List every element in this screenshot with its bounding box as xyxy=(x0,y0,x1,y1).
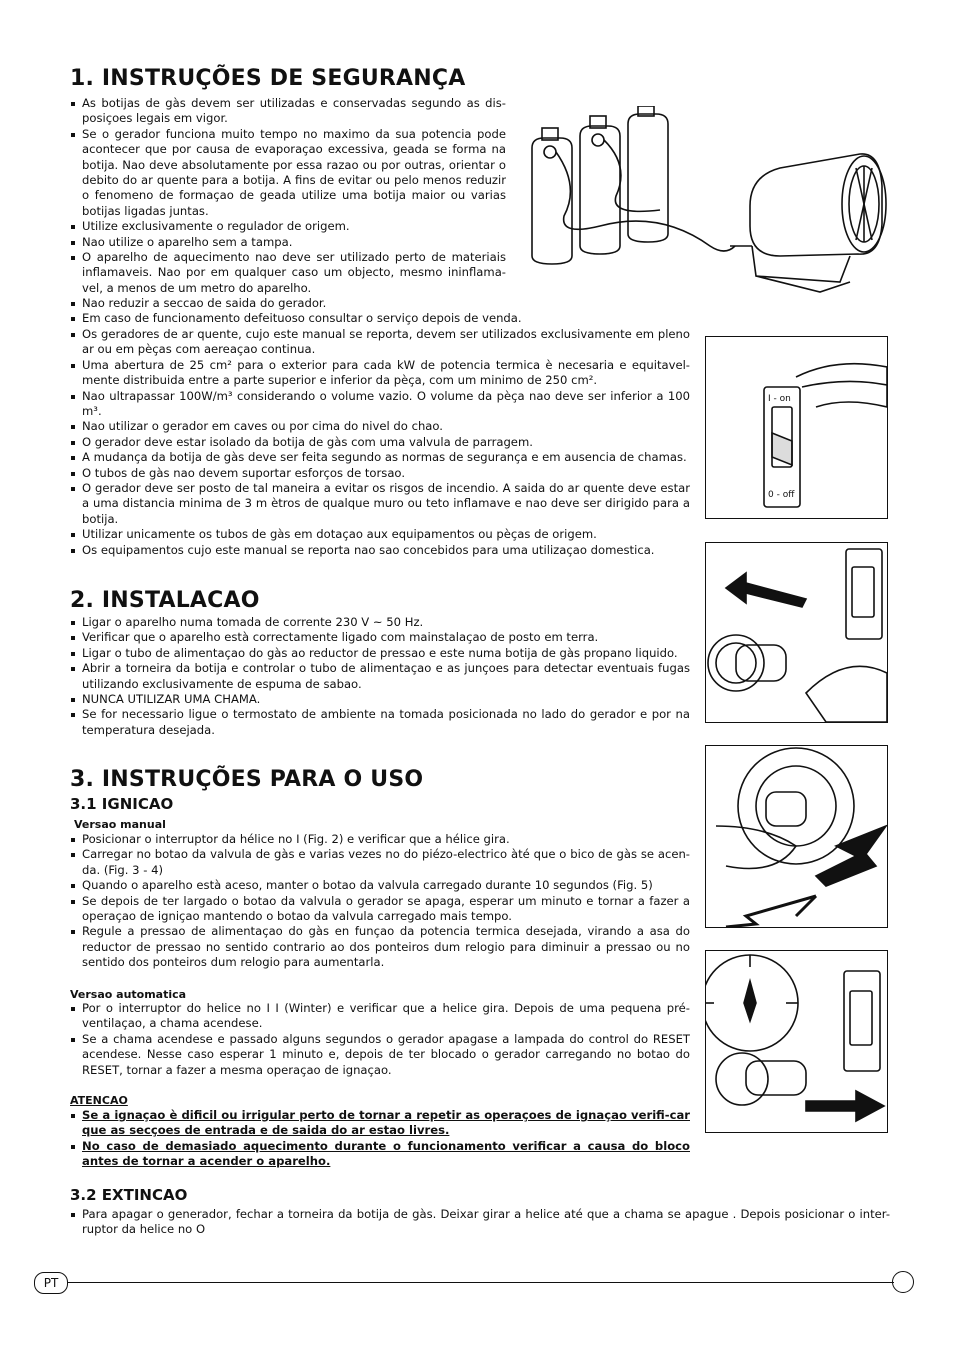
safety-list-wide xyxy=(70,327,690,558)
list-item: Utilizar unicamente os tubos de gàs em dotaçao aux equipamentos ou pèças de origem. xyxy=(70,527,690,542)
switch-off-label: 0 - off xyxy=(768,490,795,500)
list-item: Os equipamentos cujo este manual se reporta nao sao concebidos para uma utilizaçao domestica. xyxy=(70,543,690,558)
extincao-list xyxy=(70,1207,890,1238)
figure-piezo-button xyxy=(705,745,888,928)
list-item: As botijas de gàs devem ser utilizadas e conservadas segundo as dis-posiçoes legais em vigor. xyxy=(70,96,506,127)
list-item: Regule a pressao de alimentaçao do gàs en funçao da potencia termica desejada, virando a asa do reductor de pressao no sentido contrario ao dos ponteiros dum relogio para diminuir a pressao ou no sentido dos ponteiros dum relogio para aumentarla. xyxy=(70,924,690,970)
list-item: A mudança da botija de gàs deve ser feita segundo as normas de segurança e em ausencia de chamas. xyxy=(70,450,690,465)
list-item: Uma abertura de 25 cm² para o exterior para cada kW de potencia termica è necesaria e equitavel-mente distribuida entre a parte superior e inferior da pèça, com um minimo de 250 cm². xyxy=(70,358,690,389)
list-item: NUNCA UTILIZAR UMA CHAMA. xyxy=(70,692,690,707)
list-item: Se a ignaçao è dificil ou irrigular perto de tornar a repetir as operaçoes de ignaçao verifi-car que as secçoes de entrada e de saida do ar estao livres. xyxy=(70,1108,690,1139)
figure-valve-button-switch xyxy=(705,542,888,723)
figure-switch-hand xyxy=(705,336,888,519)
list-item: Se o gerador funciona muito tempo no maximo da sua potencia pode acontecer que por causa de evaporaçao excessiva, geada se forma na botija. Nao deve absolutamente por essa razao ou por outras, orientar o debito do ar quente para a botija. A fins de evitar ou pelo menos reduzir o fenomeno de formaçao de geada utilize uma botija maior ou varias botijas ligadas juntas. xyxy=(70,127,506,219)
list-item: Se for necessario ligue o termostato de ambiente na tomada posicionada no lado do gerador e por na temperatura desejada. xyxy=(70,707,690,738)
atencao-label: ATENCAO xyxy=(70,1094,128,1107)
page-number-circle xyxy=(892,1271,914,1293)
list-item: Carregar no botao da valvula de gàs e varias vezes no do piézo-electrico àté que o bico de gàs se acen-da. (Fig. 3 - 4) xyxy=(70,847,690,878)
list-item: Quando o aparelho està aceso, manter o botao da valvula carregado durante 10 segundos (Fig. 5) xyxy=(70,878,690,893)
list-item: Em caso de funcionamento defeituoso consultar o serviço depois de venda. xyxy=(70,311,690,326)
section-2-title: 2. INSTALACAO xyxy=(70,588,260,613)
heater-bottles-illustration xyxy=(520,106,900,296)
manual-ignition-list xyxy=(70,832,690,971)
automatic-version-label: Versao automatica xyxy=(70,988,187,1001)
section-3-title: 3. INSTRUÇÕES PARA O USO xyxy=(70,767,424,792)
list-item: Nao utilize o aparelho sem a tampa. xyxy=(70,235,506,250)
safety-list-mid xyxy=(70,296,690,327)
list-item: Nao utilizar o gerador em caves ou por cima do nivel do chao. xyxy=(70,419,690,434)
safety-list-narrow xyxy=(70,96,506,296)
language-badge: PT xyxy=(34,1272,68,1294)
list-item: Posicionar o interruptor da hélice no I (Fig. 2) e verificar que a hélice gira. xyxy=(70,832,690,847)
list-item: O aparelho de aquecimento nao deve ser utilizado perto de materiais inflamaveis. Nao por em qualquer caso um objecto, mesmo ininflama-vel, a menos de um metro do aparelho. xyxy=(70,250,506,296)
figure-reset-knob xyxy=(705,950,888,1133)
list-item: O tubos de gàs nao devem suportar esforços de torsao. xyxy=(70,466,690,481)
automatic-ignition-list xyxy=(70,1001,690,1078)
list-item: No caso de demasiado aquecimento durante o funcionamento verificar a causa do bloco antes de tornar a acender o aparelho. xyxy=(70,1139,690,1170)
manual-version-label: Versao manual xyxy=(74,818,166,831)
list-item: Nao ultrapassar 100W/m³ considerando o volume vazio. O volume da pèça nao deve ser inferior a 100 m³. xyxy=(70,389,690,420)
switch-on-label: I - on xyxy=(768,394,791,404)
list-item: Ligar o aparelho numa tomada de corrente 230 V ~ 50 Hz. xyxy=(70,615,690,630)
list-item: O gerador deve estar isolado da botija de gàs com uma valvula de parragem. xyxy=(70,435,690,450)
footer-rule xyxy=(68,1282,894,1283)
list-item: Para apagar o generador, fechar a torneira da botija de gàs. Deixar girar a helice até que a chama se apague . Depois posicionar o inter-ruptor da helice no O xyxy=(70,1207,890,1238)
list-item: Ligar o tubo de alimentaçao do gàs ao reductor de pressao e este numa botija de gàs propano liquido. xyxy=(70,646,690,661)
list-item: Por o interruptor do helice no I I (Winter) e verificar que a helice gira. Depois de uma pequena pré-ventilaçao, a chama acendese. xyxy=(70,1001,690,1032)
list-item: O gerador deve ser posto de tal maneira a evitar os risgos de incendio. A saida do ar quente deve estar a uma distancia minima de 3 m ètros de qualque muro ou teto inflamave e nao deve ser dirigido para a botija. xyxy=(70,481,690,527)
installation-list xyxy=(70,615,690,738)
atencao-list xyxy=(70,1108,690,1170)
section-1-title: 1. INSTRUÇÕES DE SEGURANÇA xyxy=(70,66,466,91)
list-item: Se a chama acendese e passado alguns segundos o gerador apagase a lampada do control do RESET acendese. Nesse caso esperar 1 minuto e, depois de ter blocado o gerador carregando no botao do RESET, tornar a fazer a mesma operaçao de ignaçao. xyxy=(70,1032,690,1078)
subsection-extincao-title: 3.2 EXTINCAO xyxy=(70,1186,188,1204)
list-item: Se depois de ter largado o botao da valvula o gerador se apaga, esperar um minuto e tornar a fazer a operaçao de igniçao mantendo o botao da valvula carregado mais tempo. xyxy=(70,894,690,925)
list-item: Nao reduzir a seccao de saida do gerador. xyxy=(70,296,690,311)
list-item: Abrir a torneira da botija e controlar o tubo de alimentaçao e as junçoes para detectar eventuais fugas utilizando exclusivamente de espuma de sabao. xyxy=(70,661,690,692)
list-item: Verificar que o aparelho està correctamente ligado com mainstalaçao de posto em terra. xyxy=(70,630,690,645)
subsection-ignicao-title: 3.1 IGNICAO xyxy=(70,795,174,813)
list-item: Os geradores de ar quente, cujo este manual se reporta, devem ser utilizados exclusivamente em pleno ar ou em pèças com aereaçao continua. xyxy=(70,327,690,358)
list-item: Utilize exclusivamente o regulador de origem. xyxy=(70,219,506,234)
